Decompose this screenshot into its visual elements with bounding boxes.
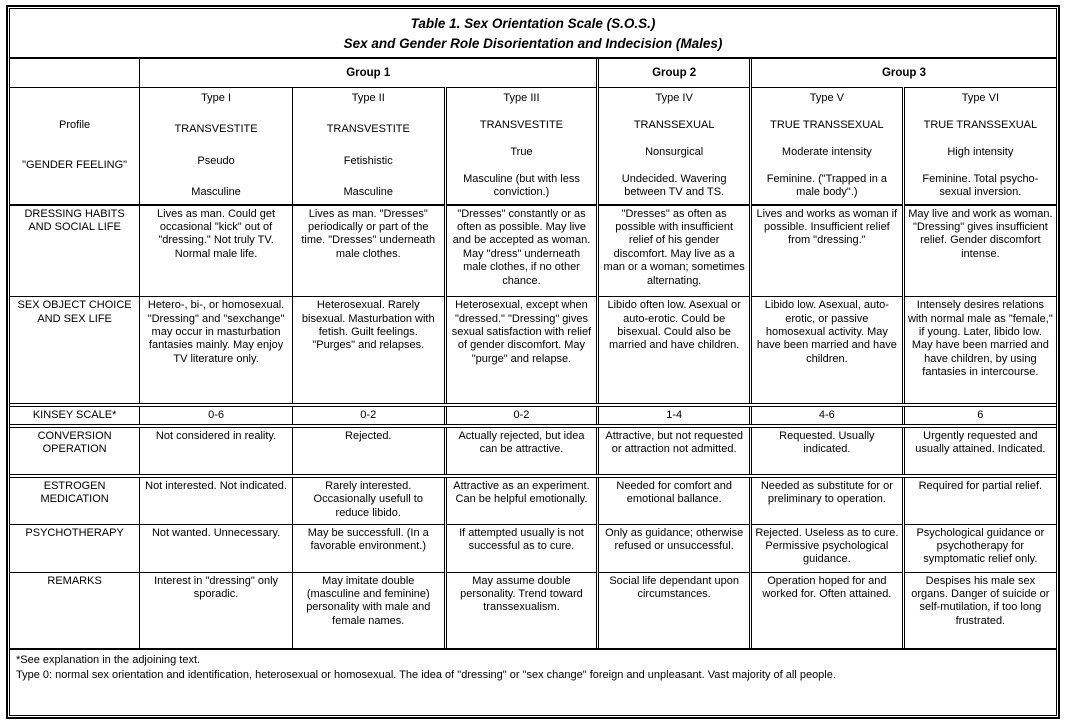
table-cell: Requested. Usually indicated. (751, 426, 904, 476)
table-cell: Attractive, but not requested or attraction not admitted. (598, 426, 751, 476)
type-header-3 (445, 87, 598, 205)
table-cell: "Dresses" constantly or as often as possible. May live and be accepted as woman. May "dress" underneath male clothes, if no other chance. (445, 205, 598, 297)
type-1-subtype: Pseudo (197, 154, 235, 167)
group-2-header: Group 2 (598, 59, 751, 87)
table-cell: Only as guidance; otherwise refused or unsuccessful. (598, 524, 751, 572)
table-cell: Rejected. Useless as to cure. Permissive psychological guidance. (751, 524, 904, 572)
type-header-5 (751, 87, 904, 205)
row-header: DRESSING HABITS AND SOCIAL LIFE (10, 205, 140, 297)
table-cell: 1-4 (598, 405, 751, 426)
table-cell: "Dresses" as often as possible with insufficient relief of his gender discomfort. May live as a man or a woman; sometimes alternating. (598, 205, 751, 297)
type-header-4 (598, 87, 751, 205)
row-psychotherapy (10, 524, 1056, 572)
type-1-feeling: Masculine (191, 186, 241, 199)
type-5-feeling: Feminine. ("Trapped in a male body".) (766, 172, 887, 199)
table-cell: Not considered in reality. (140, 426, 293, 476)
type-6-subtype: High intensity (947, 145, 1014, 158)
type-6-feeling: Feminine. Total psycho-sexual inversion. (922, 172, 1039, 199)
row-header: PSYCHOTHERAPY (10, 524, 140, 572)
table-cell: Heterosexual. Rarely bisexual. Masturbation with fetish. Guilt feelings. "Purges" and relapses. (292, 297, 445, 405)
table-cell: Lives and works as woman if possible. Insufficient relief from "dressing." (751, 205, 904, 297)
table-cell: 6 (903, 405, 1056, 426)
row-sex-object-choice (10, 297, 1056, 405)
table-title-line2: Sex and Gender Role Disorientation and Indecision (Males) (343, 35, 723, 51)
table-cell: May be successfull. (In a favorable environment.) (292, 524, 445, 572)
table-cell: 0-6 (140, 405, 293, 426)
table-cell: Not interested. Not indicated. (140, 476, 293, 524)
table-title (10, 9, 1056, 59)
row-header: CONVERSION OPERATION (10, 426, 140, 476)
profile-header-row (10, 87, 1056, 205)
table-cell: Lives as man. "Dresses" periodically or part of the time. "Dresses" underneath male clothes. (292, 205, 445, 297)
table-cell: May live and work as woman. "Dressing" gives insufficient relief. Gender discomfort intense. (903, 205, 1056, 297)
group-1-header: Group 1 (140, 59, 598, 87)
type-2-feeling: Masculine (343, 186, 394, 199)
row-remarks (10, 572, 1056, 648)
row-header: KINSEY SCALE* (10, 405, 140, 426)
type-5-stack (755, 90, 899, 202)
row-header: SEX OBJECT CHOICE AND SEX LIFE (10, 297, 140, 405)
type-2-stack (296, 90, 441, 202)
table-cell: Not wanted. Unnecessary. (140, 524, 293, 572)
table-cell: If attempted usually is not successful as to cure. (445, 524, 598, 572)
type-6-label: Type VI (961, 91, 999, 104)
type-2-label: Type II (351, 91, 385, 104)
table-cell: Interest in "dressing" only sporadic. (140, 572, 293, 648)
table-cell: Urgently requested and usually attained. Indicated. (903, 426, 1056, 476)
footnote-block (10, 648, 1056, 715)
table-cell: 4-6 (751, 405, 904, 426)
profile-header-stack (13, 90, 136, 202)
corner-cell (10, 59, 140, 87)
table-cell: Libido low. Asexual, auto-erotic, or passive homosexual activity. May have been married and have children. (751, 297, 904, 405)
group-3-header: Group 3 (751, 59, 1056, 87)
table-cell: Despises his male sex organs. Danger of suicide or self-mutilation, if too long frustrated. (903, 572, 1056, 648)
table-cell: Psychological guidance or psychotherapy for symptomatic relief only. (903, 524, 1056, 572)
type-4-class: TRANSSEXUAL (633, 118, 715, 131)
table-cell: Operation hoped for and worked for. Often attained. (751, 572, 904, 648)
row-estrogen-medication (10, 476, 1056, 524)
group-header-row (10, 59, 1056, 87)
type-1-label: Type I (201, 91, 232, 104)
table-title-line1: Table 1. Sex Orientation Scale (S.O.S.) (410, 16, 656, 31)
row-header-profile (10, 87, 140, 205)
table-cell: 0-2 (445, 405, 598, 426)
table-cell: Rarely interested. Occasionally usefull to reduce libido. (292, 476, 445, 524)
type-4-stack (602, 90, 746, 202)
type-3-feeling: Masculine (but with less conviction.) (463, 172, 580, 199)
row-kinsey-scale (10, 405, 1056, 426)
footnote-line-2: Type 0: normal sex orientation and identification, heterosexual or homosexual. The idea of "dressing" or "sex change" foreign and unpleasant. Vast majority of all people. (16, 668, 836, 681)
type-6-stack (908, 90, 1053, 202)
type-3-class: TRANSVESTITE (479, 118, 564, 131)
type-3-label: Type III (503, 91, 540, 104)
row-conversion-operation (10, 426, 1056, 476)
type-1-class: TRANSVESTITE (174, 123, 258, 136)
footnote-line-1: *See explanation in the adjoining text. (16, 654, 201, 667)
table-inner-frame (9, 8, 1057, 716)
table-cell: Heterosexual, except when "dressed." "Dressing" gives sexual satisfaction with relief of gender discomfort. May "purge" and relapse. (445, 297, 598, 405)
type-3-stack (450, 90, 594, 202)
row-header: ESTROGEN MEDICATION (10, 476, 140, 524)
type-2-class: TRANSVESTITE (326, 123, 410, 136)
table-cell: 0-2 (292, 405, 445, 426)
table-cell: Rejected. (292, 426, 445, 476)
table-cell: Lives as man. Could get occasional "kick" out of "dressing." Not truly TV. Normal male life. (140, 205, 293, 297)
table-cell: Actually rejected, but idea can be attractive. (445, 426, 598, 476)
type-header-1 (140, 87, 293, 205)
type-4-subtype: Nonsurgical (645, 145, 704, 158)
sos-table (10, 59, 1056, 648)
type-2-subtype: Fetishistic (343, 154, 393, 167)
type-5-class: TRUE TRANSSEXUAL (770, 118, 884, 131)
type-1-stack (143, 90, 289, 202)
type-5-label: Type V (809, 91, 844, 104)
type-4-feeling: Undecided. Wavering between TV and TS. (621, 172, 727, 199)
table-cell: Intensely desires relations with normal male as "female," if young. Later, libido low. May have been married and have children, by using fantasies in intercourse. (903, 297, 1056, 405)
gender-feeling-label: "GENDER FEELING" (22, 159, 128, 172)
type-header-2 (292, 87, 445, 205)
table-cell: Social life dependant upon circumstances. (598, 572, 751, 648)
table-outer-frame (6, 5, 1060, 719)
table-cell: Libido often low. Asexual or auto-erotic. Could be bisexual. Could also be married and have children. (598, 297, 751, 405)
type-5-subtype: Moderate intensity (781, 145, 872, 158)
type-4-label: Type IV (655, 91, 693, 104)
row-dressing-habits (10, 205, 1056, 297)
table-cell: May imitate double (masculine and feminine) personality with male and female names. (292, 572, 445, 648)
row-header: REMARKS (10, 572, 140, 648)
table-cell: Needed for comfort and emotional ballance. (598, 476, 751, 524)
type-3-subtype: True (510, 145, 533, 158)
table-cell: Hetero-, bi-, or homosexual. "Dressing" and "sexchange" may occur in masturbation fantasies mainly. May enjoy TV literature only. (140, 297, 293, 405)
table-cell: Required for partial relief. (903, 476, 1056, 524)
table-cell: May assume double personality. Trend toward transsexualism. (445, 572, 598, 648)
table-cell: Needed as substitute for or preliminary to operation. (751, 476, 904, 524)
profile-label: Profile (59, 118, 91, 131)
table-cell: Attractive as an experiment. Can be helpful emotionally. (445, 476, 598, 524)
type-6-class: TRUE TRANSSEXUAL (923, 118, 1038, 131)
type-header-6 (903, 87, 1056, 205)
